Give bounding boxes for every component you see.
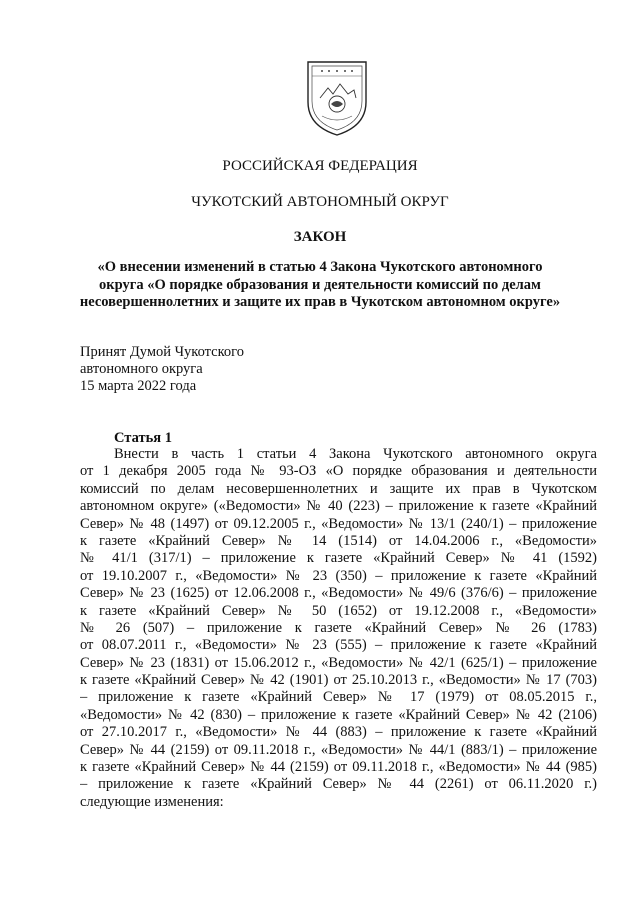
article-line: к газете «Крайний Север» № 42 (1901) от 25.10.2013 г., «Ведомости» № 17 (703)	[80, 672, 597, 689]
article-body	[80, 446, 597, 811]
law-title	[50, 259, 590, 312]
article-line: № 26 (507) – приложение к газете «Крайний Север» № 26 (1783)	[80, 619, 597, 636]
document-type-heading: ЗАКОН	[293, 229, 347, 245]
article-line: – приложение к газете «Крайний Север» № 17 (1979) от 08.05.2015 г.,	[80, 689, 597, 706]
article-title: Статья 1	[114, 430, 172, 446]
article-line: Внести в часть 1 статьи 4 Закона Чукотского автономного округа	[114, 446, 597, 462]
article-line: Север» № 23 (1831) от 15.06.2012 г., «Ведомости» № 42/1 (625/1) – приложение	[80, 654, 597, 671]
article-line: автономном округе» («Ведомости» № 40 (223) – приложение к газете «Крайний	[80, 498, 597, 515]
article-line: следующие изменения:	[80, 793, 224, 810]
article-line: Север» № 44 (2159) от 09.11.2018 г., «Ведомости» № 44/1 (883/1) – приложение	[80, 741, 597, 758]
adoption-line: автономного округа	[80, 361, 203, 377]
article-line: комиссий по делам несовершеннолетних и защите их прав в Чукотском	[80, 480, 597, 497]
law-title-line: несовершеннолетних и защите их прав в Чукотском автономном округе»	[79, 294, 561, 310]
article-line: к газете «Крайний Север» № 14 (1514) от 14.04.2006 г., «Ведомости»	[80, 532, 597, 549]
adoption-note	[80, 344, 244, 395]
coat-of-arms-icon	[302, 58, 372, 138]
article-line: Север» № 23 (1625) от 12.06.2008 г., «Ведомости» № 49/6 (376/6) – приложение	[80, 585, 597, 602]
article-line: от 1 декабря 2005 года № 93-ОЗ «О порядке образования и деятельности	[80, 463, 597, 480]
adoption-line: Принят Думой Чукотского	[80, 344, 245, 360]
article-line: от 19.10.2007 г., «Ведомости» № 23 (350) – приложение к газете «Крайний	[80, 567, 597, 584]
adoption-date: 15 марта 2022 года	[80, 378, 197, 394]
article-line: от 27.10.2017 г., «Ведомости» № 44 (883) – приложение к газете «Крайний	[80, 724, 597, 741]
law-title-line: округа «О порядке образования и деятельности комиссий по делам	[99, 276, 541, 293]
article-line: Север» № 48 (1497) от 09.12.2005 г., «Ведомости» № 13/1 (240/1) – приложение	[80, 515, 597, 532]
country-heading: РОССИЙСКАЯ ФЕДЕРАЦИЯ	[222, 158, 418, 174]
article-line: № 41/1 (317/1) – приложение к газете «Крайний Север» № 41 (1592)	[80, 550, 597, 567]
article-line: от 08.07.2011 г., «Ведомости» № 23 (555) – приложение к газете «Крайний	[80, 637, 597, 654]
article-line: – приложение к газете «Крайний Север» № 44 (2261) от 06.11.2020 г.)	[80, 776, 597, 793]
law-title-line: «О внесении изменений в статью 4 Закона Чукотского автономного	[97, 259, 543, 275]
article-line: «Ведомости» № 42 (830) – приложение к газете «Крайний Север» № 42 (2106)	[80, 706, 597, 723]
article-line: к газете «Крайний Север» № 50 (1652) от 19.12.2008 г., «Ведомости»	[80, 602, 597, 619]
article-line: к газете «Крайний Север» № 44 (2159) от 09.11.2018 г., «Ведомости» № 44 (985)	[80, 759, 597, 776]
region-heading: ЧУКОТСКИЙ АВТОНОМНЫЙ ОКРУГ	[191, 194, 449, 210]
